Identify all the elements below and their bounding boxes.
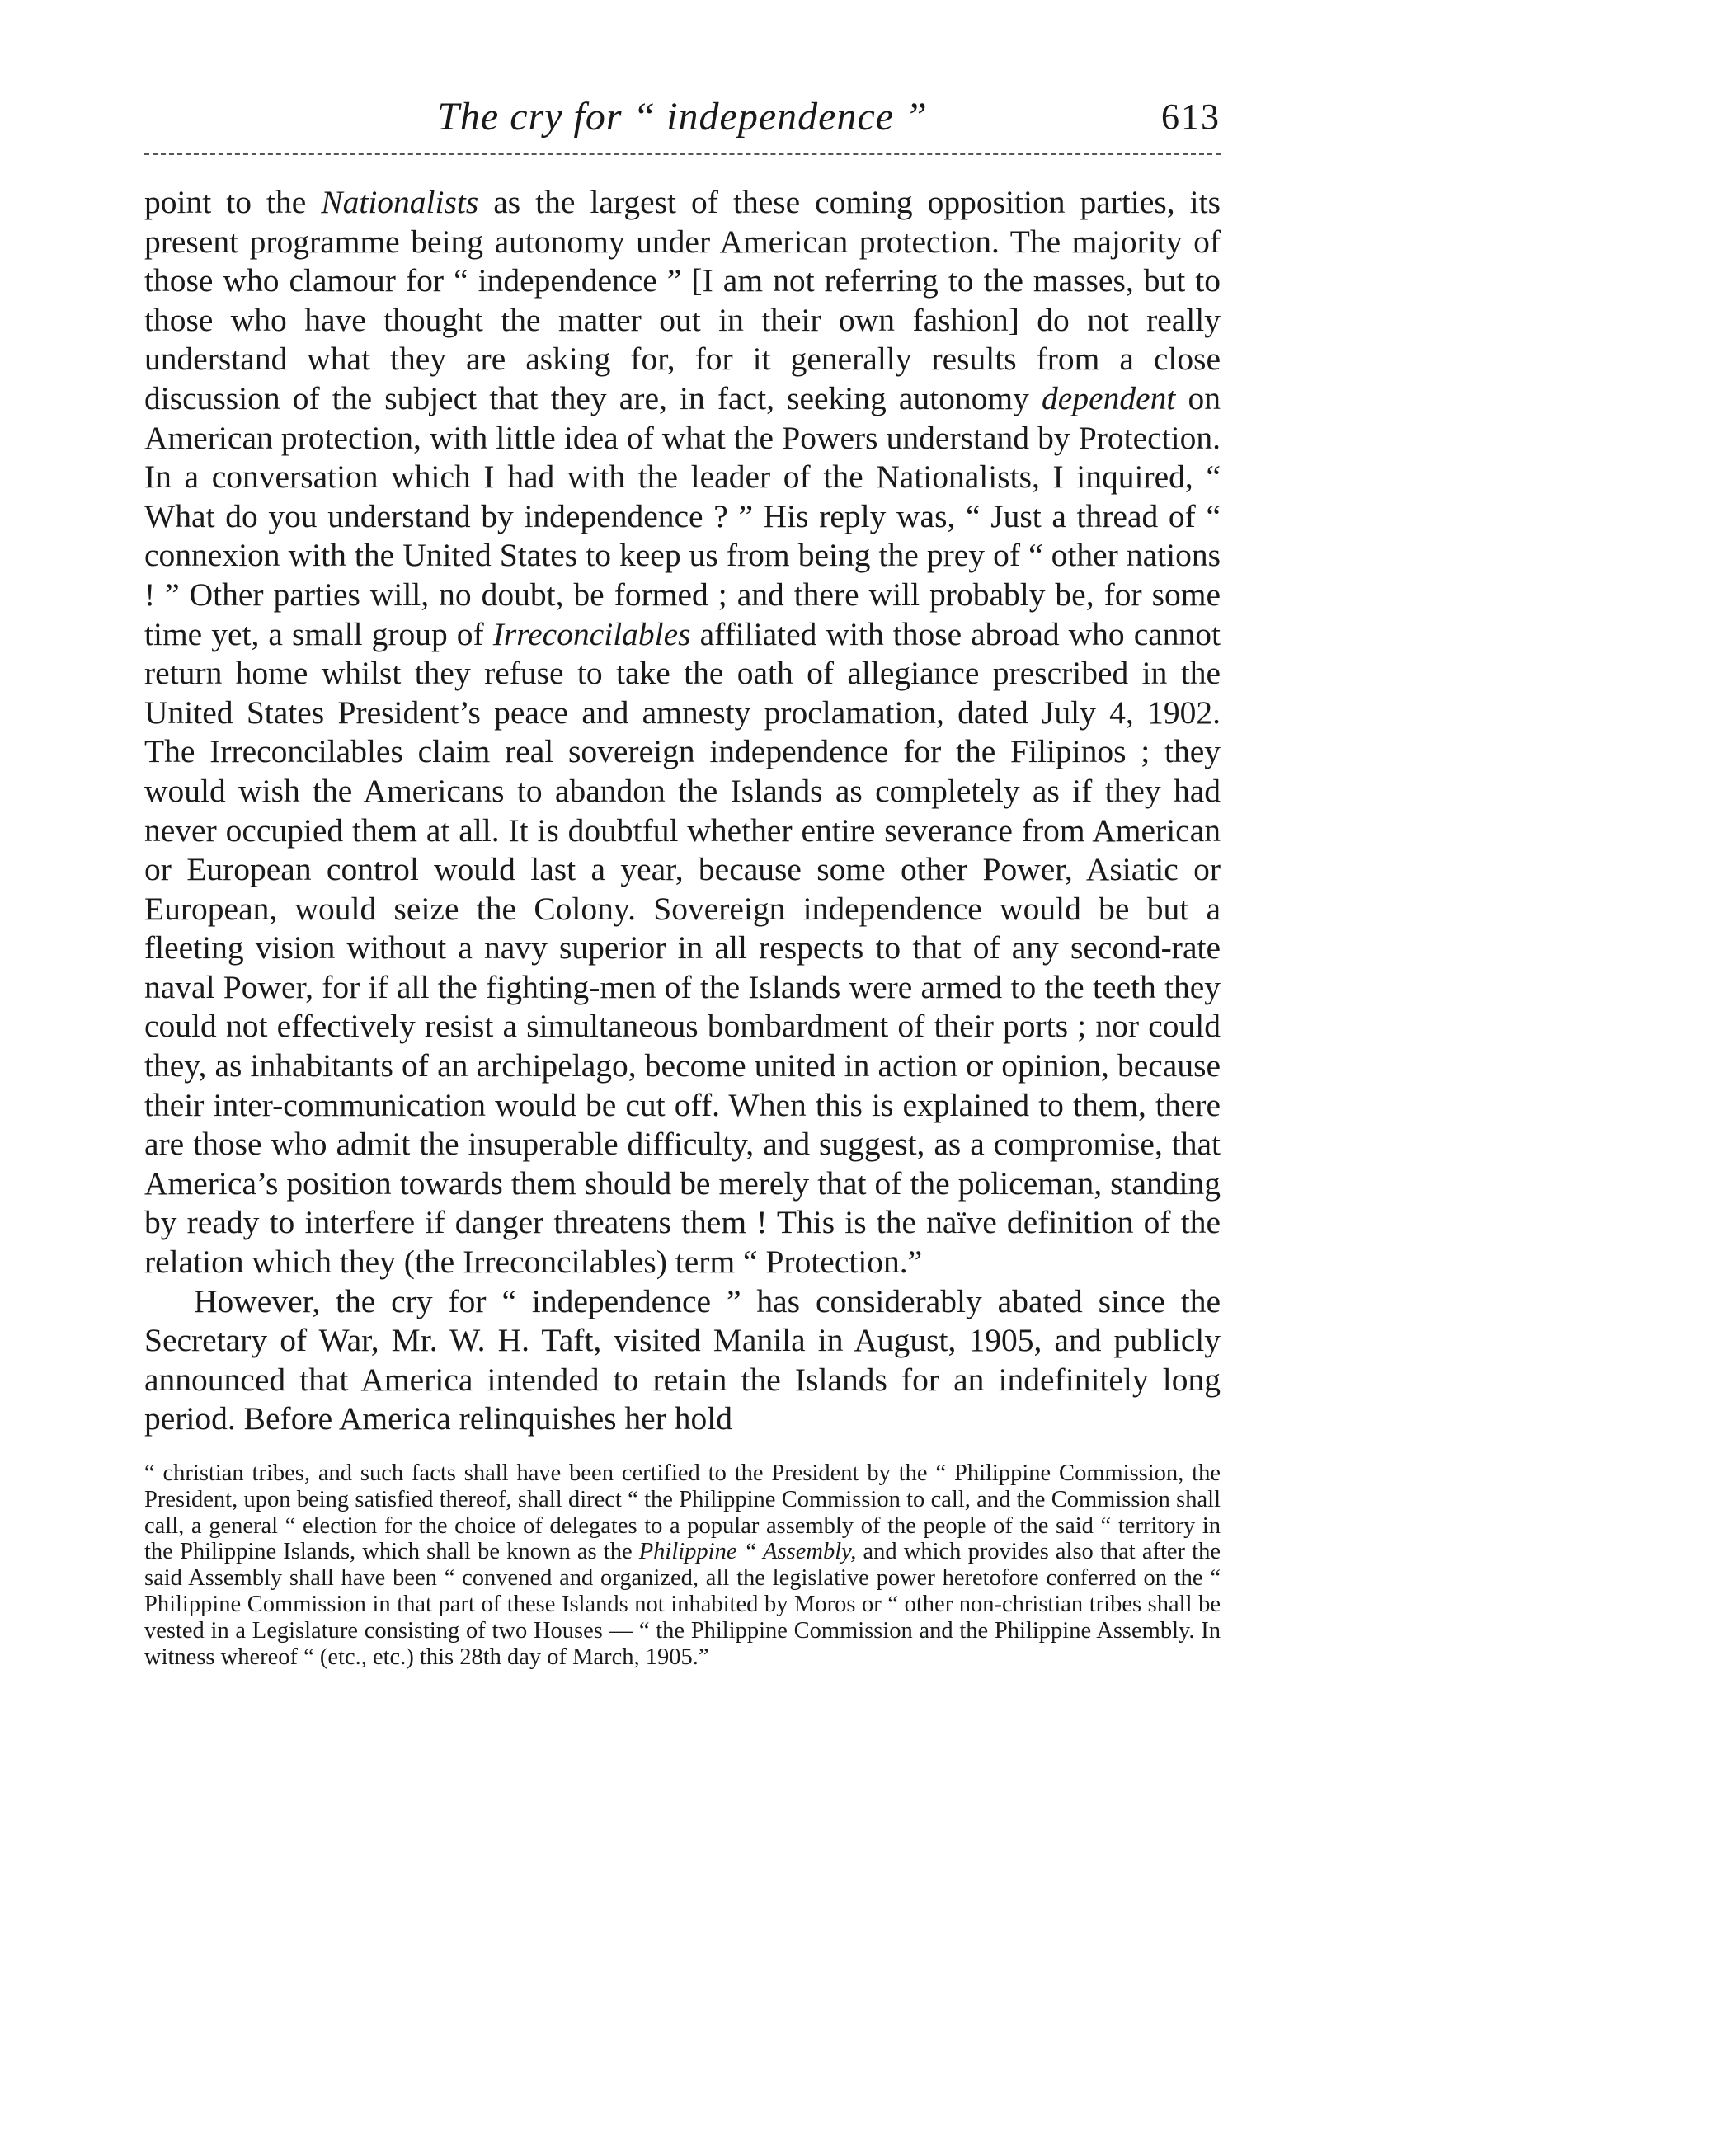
italic-irreconcilables: Irreconcilables: [492, 615, 691, 652]
footnote-text: [144, 1460, 1221, 1670]
paragraph-1: [144, 183, 1221, 1282]
footnote-part-3: and which provides also that after the said Assembly shall have been “ convened and organized, all the legislative power heretofore conferred on the “ Philippine Commission in that part of these Islands not inhabited by Moros or “ other non-christian tribes shall be vested in a Legislature consisting of two Houses — “ the Philippine Commission and the Philippine Assembly. In witness whereof “ (etc., etc.) this 28th day of March, 1905.”: [144, 1539, 1221, 1670]
running-title: The cry for “ independence ”: [437, 95, 928, 139]
footnote: [144, 1460, 1221, 1670]
paragraph-1-part-7: affiliated with those abroad who cannot return home whilst they refuse to take the oath of allegiance prescribed in the United States President’s peace and amnesty proclamation, dated July 4, 1902. The Irreconcilables claim real sovereign independence for the Filipinos ; they would wish the Americans to abandon the Islands as completely as if they had never occupied them at all. It is doubtful whether entire severance from American or European control would last a year, because some other Power, Asiatic or European, would seize the Colony. Sovereign independence would be but a fleeting vision without a navy superior in all respects to that of any second-rate naval Power, for if all the fighting-men of the Islands were armed to the teeth they could not effectively resist a simultaneous bombardment of their ports ; nor could they, as inhabitants of an archipelago, become united in action or opinion, because their inter-communication would be cut off. When this is explained to them, there are those who admit the insuperable difficulty, and suggest, as a compromise, that America’s position towards them should be merely that of the policeman, standing by ready to interfere if danger threatens them ! This is the naïve definition of the relation which they (the Irreconcilables) term “ Protection.”: [144, 615, 1221, 1281]
running-head: [144, 82, 1221, 155]
paragraph-1-part-1: point to the: [144, 184, 322, 220]
body-text: [144, 183, 1221, 1439]
paragraph-1-part-5: on American protection, with little idea of what the Powers understand by Protection. In a conversation which I had with the leader of the Nationalists, I inquired, “ What do you understand by independence ? ” His reply was, “ Just a thread of “ connexion with the United States to keep us from being the prey of “ other nations ! ” Other parties will, no doubt, be formed ; and there will probably be, for some time yet, a small group of: [144, 379, 1221, 652]
book-page: [144, 82, 1221, 1670]
paragraph-1-part-3: as the largest of these coming opposition parties, its present programme being autonomy under American protection. The majority of those who clamour for “ independence ” [I am not referring to the masses, but to those who have thought the matter out in their own fashion] do not really understand what they are asking for, for it generally results from a close discussion of the subject that they are, in fact, seeking autonomy: [144, 184, 1221, 416]
italic-nationalists: Nationalists: [321, 184, 479, 220]
italic-philippine-assembly: Philippine “ Assembly,: [638, 1539, 857, 1565]
footnote-part-1: “ christian tribes, and such facts shall have been certified to the President by the “ Philippine Commission, the President, upon being satisfied thereof, shall direct “ the Philippine Commission to call, and the Commission shall call, a general “ election for the choice of delegates to a popular assembly of the people of the said “ territory in the Philippine Islands, which shall be known as the: [144, 1460, 1221, 1565]
page-number: 613: [1161, 96, 1221, 137]
paragraph-2: However, the cry for “ independence ” has considerably abated since the Secretary of War, Mr. W. H. Taft, visited Manila in August, 1905, and publicly announced that America intended to retain the Islands for an indefinitely long period. Before America relinquishes her hold: [144, 1282, 1221, 1437]
italic-dependent: dependent: [1042, 379, 1176, 416]
